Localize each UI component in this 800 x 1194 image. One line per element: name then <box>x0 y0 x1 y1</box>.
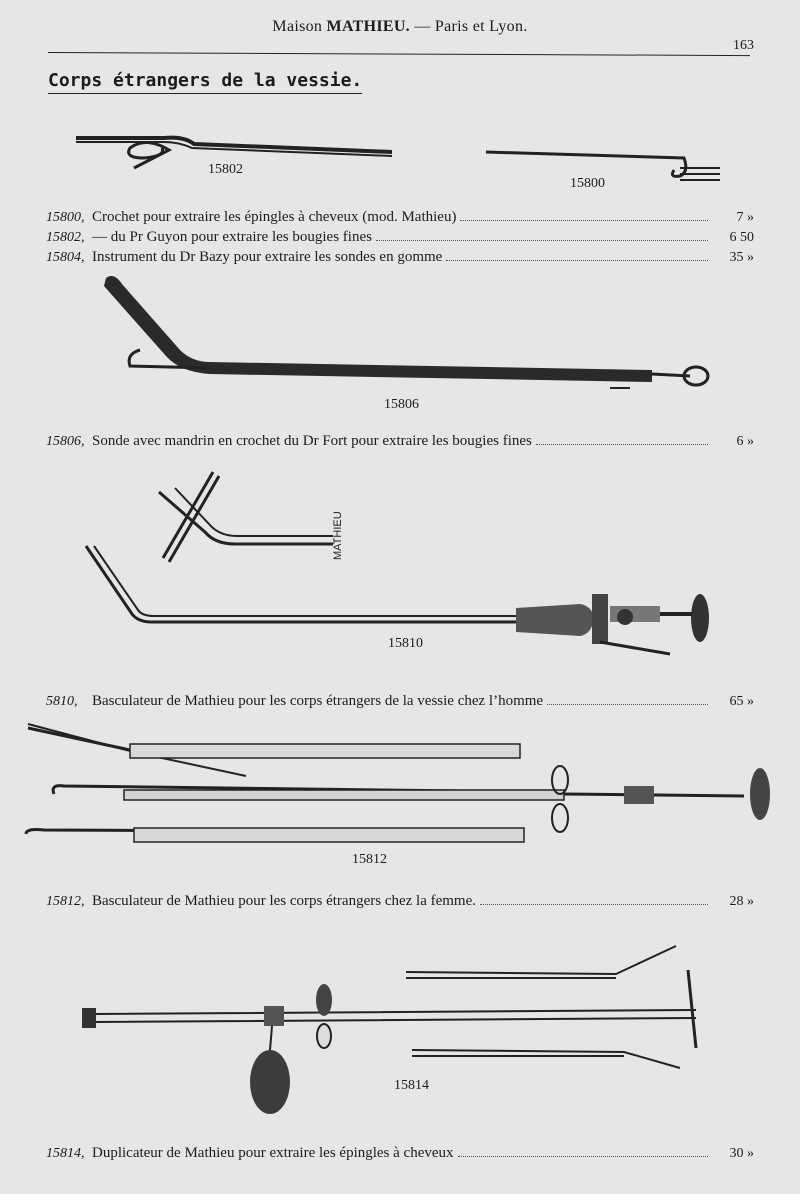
item-description: Basculateur de Mathieu pour les corps étrangers chez la femme. <box>92 892 477 909</box>
item-number: 15802, <box>46 229 85 245</box>
figure-label-15806: 15806 <box>384 397 419 412</box>
figure-label-15800: 15800 <box>570 176 605 191</box>
item-number: 15800, <box>46 209 85 225</box>
item-description: Sonde avec mandrin en crochet du Dr Fort pour extraire les bougies fines <box>92 432 532 449</box>
leader-dots <box>480 890 708 905</box>
item-number: 15804, <box>46 249 85 265</box>
figure-label-15812: 15812 <box>352 852 387 867</box>
section-title: Corps étrangers de la vessie. <box>48 70 362 94</box>
header-maison: Maison <box>272 18 323 35</box>
item-price: 6 » <box>736 433 754 449</box>
page-number: 163 <box>733 38 754 53</box>
item-number: 15814, <box>46 1145 85 1161</box>
item-price: 6 50 <box>729 229 754 245</box>
item-description: Crochet pour extraire les épingles à cheveux (mod. Mathieu) <box>92 208 457 225</box>
list-item-15806 <box>46 430 754 450</box>
leader-dots <box>376 226 708 241</box>
list-item-15802 <box>46 226 754 246</box>
item-price: 28 » <box>729 893 754 909</box>
header-rule <box>48 52 750 56</box>
item-description: Duplicateur de Mathieu pour extraire les épingles à cheveux <box>92 1144 454 1161</box>
leader-dots <box>446 246 708 261</box>
item-price: 7 » <box>736 209 754 225</box>
figure-label-15814: 15814 <box>394 1078 429 1093</box>
list-item-15814 <box>46 1142 754 1162</box>
item-price: 30 » <box>729 1145 754 1161</box>
item-price: 65 » <box>729 693 754 709</box>
item-description: Basculateur de Mathieu pour les corps étrangers de la vessie chez l’homme <box>92 692 544 709</box>
item-number: 15806, <box>46 433 85 449</box>
list-item-15812 <box>46 890 754 910</box>
list-item-15810 <box>46 690 754 710</box>
item-description: — du Pr Guyon pour extraire les bougies fines <box>92 228 372 245</box>
item-price: 35 » <box>729 249 754 265</box>
list-item-15800 <box>46 206 754 226</box>
item-description: Instrument du Dr Bazy pour extraire les sondes en gomme <box>92 248 443 265</box>
leader-dots <box>547 690 708 705</box>
figure-label-15802: 15802 <box>208 162 243 177</box>
leader-dots <box>536 430 708 445</box>
leader-dots <box>458 1142 708 1157</box>
list-item-15804 <box>46 246 754 266</box>
page-header <box>0 18 800 36</box>
figure-15810-basculateur <box>80 542 720 672</box>
item-number: 5810, <box>46 693 78 709</box>
figure-15812-basculateur-femme <box>24 720 774 860</box>
header-cities: — Paris et Lyon. <box>414 18 528 35</box>
figure-15806-sonde <box>100 270 720 400</box>
item-number: 15812, <box>46 893 85 909</box>
leader-dots <box>460 206 708 221</box>
header-name: MATHIEU. <box>326 18 410 35</box>
figure-label-15810: 15810 <box>388 636 423 651</box>
engraving-mark-mathieu: MATHIEU <box>332 511 344 560</box>
